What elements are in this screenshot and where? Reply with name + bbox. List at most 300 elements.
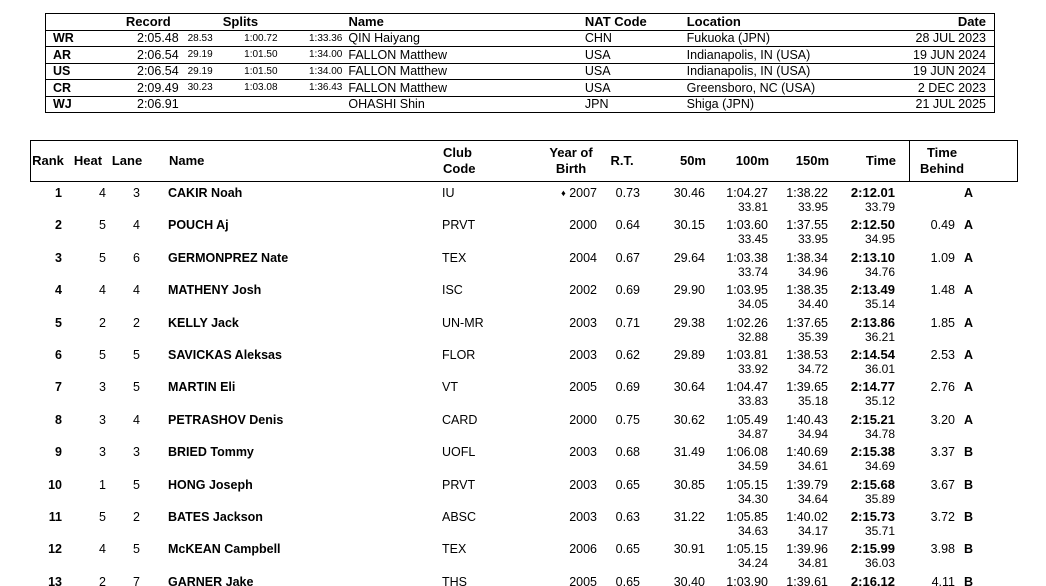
record-holder-name: FALLON Matthew xyxy=(348,80,448,95)
result-lane: 6 xyxy=(133,250,140,265)
result-lap2-split: 33.74 xyxy=(737,264,768,279)
record-row xyxy=(46,31,994,48)
time-behind-value: 2.76 xyxy=(930,380,955,395)
result-row xyxy=(30,542,1018,569)
results-header-150m: 150m xyxy=(795,153,829,168)
result-lap2-split: 34.63 xyxy=(737,523,768,538)
time-behind-value: 3.37 xyxy=(930,445,955,460)
result-lap2-split: 34.30 xyxy=(737,491,768,506)
result-rank: 12 xyxy=(48,542,62,557)
result-club-code: CARD xyxy=(442,412,478,427)
results-header-100m: 100m xyxy=(735,153,769,168)
result-club-code: PRVT xyxy=(442,218,476,233)
result-time-behind xyxy=(908,283,1018,297)
result-reaction-time: 0.71 xyxy=(615,315,640,330)
record-nat-code: USA xyxy=(584,47,611,62)
result-150m-split: 1:38.53 xyxy=(786,347,828,362)
result-lane: 5 xyxy=(133,347,140,362)
record-row xyxy=(46,64,994,81)
result-row xyxy=(30,316,1018,343)
record-tag: WR xyxy=(53,31,74,46)
result-lap2-split: 33.45 xyxy=(737,232,768,247)
result-club-code: FLOR xyxy=(442,347,476,362)
year-of-birth-line1: Year of xyxy=(549,145,593,160)
result-lap3-split: 33.95 xyxy=(797,232,828,247)
result-100m-split: 1:06.08 xyxy=(726,445,768,460)
record-date: 28 JUL 2023 xyxy=(915,31,986,46)
result-lap3-split: 34.96 xyxy=(797,264,828,279)
record-row xyxy=(46,97,994,113)
result-50m-split: 30.62 xyxy=(673,412,705,427)
result-row xyxy=(30,413,1018,440)
record-split-100m: 1:00.72 xyxy=(244,32,278,44)
result-club-code: ISC xyxy=(442,283,463,298)
result-reaction-time: 0.67 xyxy=(615,250,640,265)
record-row xyxy=(46,47,994,64)
result-reaction-time: 0.65 xyxy=(615,574,640,586)
result-club-code: IU xyxy=(442,186,455,200)
result-year-of-birth: 2003 xyxy=(569,509,597,524)
result-50m-split: 30.91 xyxy=(673,542,705,557)
record-holder-name: FALLON Matthew xyxy=(348,64,448,79)
result-row xyxy=(30,445,1018,472)
result-lap3-split: 34.64 xyxy=(797,491,828,506)
record-split-50m: 29.19 xyxy=(187,49,213,61)
result-final-time: 2:15.38 xyxy=(850,444,895,460)
result-100m-split: 1:05.85 xyxy=(726,509,768,524)
result-final-time: 2:15.73 xyxy=(850,508,895,524)
time-behind-line1: Time xyxy=(926,145,958,160)
record-time: 2:05.48 xyxy=(137,31,179,46)
result-50m-split: 29.89 xyxy=(673,347,705,362)
result-lane: 3 xyxy=(133,186,140,200)
result-row xyxy=(30,251,1018,278)
result-row xyxy=(30,575,1018,586)
result-lane: 7 xyxy=(133,574,140,586)
result-time-behind xyxy=(908,445,1018,459)
result-time-behind xyxy=(908,478,1018,492)
result-lap3-split: 34.17 xyxy=(797,523,828,538)
result-year-of-birth: 2003 xyxy=(569,315,597,330)
result-final-time: 2:13.10 xyxy=(850,249,895,265)
result-heat: 5 xyxy=(99,218,106,233)
time-behind-value: 1.09 xyxy=(930,250,955,265)
result-swimmer-name: HONG Joseph xyxy=(168,477,253,492)
result-swimmer-name: McKEAN Campbell xyxy=(168,542,281,557)
time-behind-value: 0.49 xyxy=(930,218,955,233)
qualification-letter: B xyxy=(963,509,973,524)
result-swimmer-name: GERMONPREZ Nate xyxy=(168,250,289,265)
result-rank: 11 xyxy=(48,509,62,524)
qualification-letter: B xyxy=(963,542,973,557)
records-header-splits: Splits xyxy=(222,14,259,30)
records-header-row xyxy=(46,14,994,31)
record-tag: CR xyxy=(53,80,72,95)
results-header-row xyxy=(30,140,1018,182)
result-final-time: 2:13.49 xyxy=(850,282,895,298)
result-year-of-birth: 2003 xyxy=(569,477,597,492)
result-100m-split: 1:03.38 xyxy=(726,250,768,265)
result-time-behind xyxy=(908,510,1018,524)
result-rank: 1 xyxy=(55,186,62,200)
time-behind-value: 3.67 xyxy=(930,477,955,492)
result-lane: 4 xyxy=(133,283,140,298)
result-150m-split: 1:40.43 xyxy=(786,412,828,427)
result-time-behind xyxy=(908,218,1018,232)
result-50m-split: 29.64 xyxy=(673,250,705,265)
result-swimmer-name: BRIED Tommy xyxy=(168,445,254,460)
result-100m-split: 1:03.60 xyxy=(726,218,768,233)
result-heat: 2 xyxy=(99,574,106,586)
results-header-50m: 50m xyxy=(679,153,706,168)
result-heat: 2 xyxy=(99,315,106,330)
result-swimmer-name: MATHENY Josh xyxy=(168,283,262,298)
result-row xyxy=(30,283,1018,310)
result-reaction-time: 0.69 xyxy=(615,380,640,395)
result-time-behind xyxy=(908,380,1018,394)
result-lap2-split: 33.83 xyxy=(737,394,768,409)
qualification-letter: A xyxy=(963,315,973,330)
record-split-100m: 1:01.50 xyxy=(244,49,278,61)
result-lap4-split: 34.69 xyxy=(864,459,895,474)
result-year-of-birth: 2003 xyxy=(569,347,597,362)
time-behind-value: 4.11 xyxy=(931,574,955,586)
result-time-behind xyxy=(908,542,1018,556)
result-150m-split: 1:40.02 xyxy=(786,509,828,524)
result-reaction-time: 0.69 xyxy=(615,283,640,298)
result-50m-split: 30.15 xyxy=(673,218,705,233)
result-lap4-split: 36.01 xyxy=(864,361,895,376)
record-split-50m: 28.53 xyxy=(187,32,213,44)
result-lap4-split: 35.14 xyxy=(864,297,895,312)
result-club-code: TEX xyxy=(442,542,467,557)
result-150m-split: 1:38.35 xyxy=(786,283,828,298)
result-row xyxy=(30,186,1018,213)
results-header-time: Time xyxy=(865,153,896,168)
qualification-letter: A xyxy=(963,218,973,233)
result-150m-split: 1:39.96 xyxy=(786,542,828,557)
record-nat-code: CHN xyxy=(584,31,612,46)
result-50m-split: 30.85 xyxy=(673,477,705,492)
result-heat: 1 xyxy=(99,477,106,492)
record-row xyxy=(46,80,994,97)
record-location: Indianapolis, IN (USA) xyxy=(686,47,811,62)
result-year-of-birth: 2003 xyxy=(569,445,597,460)
result-150m-split: 1:39.65 xyxy=(786,380,828,395)
club-code-line2: Code xyxy=(443,161,476,176)
result-lap3-split: 34.40 xyxy=(797,297,828,312)
records-header-location: Location xyxy=(686,14,741,30)
result-50m-split: 29.90 xyxy=(673,283,705,298)
result-lap3-split: 35.18 xyxy=(797,394,828,409)
result-year-of-birth: ♦ 2007 xyxy=(561,186,597,200)
result-lap3-split: 34.72 xyxy=(797,361,828,376)
results-header-lane: Lane xyxy=(111,153,143,168)
record-nat-code: USA xyxy=(584,64,611,79)
result-row xyxy=(30,478,1018,505)
qualification-letter: A xyxy=(963,347,973,362)
record-date: 2 DEC 2023 xyxy=(917,80,986,95)
result-heat: 5 xyxy=(99,250,106,265)
result-year-of-birth: 2002 xyxy=(569,283,597,298)
result-lane: 4 xyxy=(133,218,140,233)
result-time-behind xyxy=(908,316,1018,330)
records-header-date: Date xyxy=(957,14,986,30)
record-time: 2:06.91 xyxy=(137,97,179,112)
result-year-of-birth: 2005 xyxy=(569,574,597,586)
time-behind-value: 3.20 xyxy=(930,412,955,427)
result-lane: 5 xyxy=(133,542,140,557)
record-tag: US xyxy=(53,64,71,79)
records-table xyxy=(45,13,995,113)
age-group-marker-icon: ♦ xyxy=(561,188,566,198)
result-reaction-time: 0.65 xyxy=(615,477,640,492)
record-location: Fukuoka (JPN) xyxy=(686,31,770,46)
result-50m-split: 30.64 xyxy=(673,380,705,395)
result-year-of-birth: 2006 xyxy=(569,542,597,557)
time-behind-value: 2.53 xyxy=(930,347,955,362)
result-final-time: 2:15.68 xyxy=(850,476,895,492)
record-tag: WJ xyxy=(53,97,72,112)
result-final-time: 2:14.54 xyxy=(850,346,895,362)
result-time-behind xyxy=(908,575,1018,586)
time-behind-line2: Behind xyxy=(919,161,965,176)
result-swimmer-name: SAVICKAS Aleksas xyxy=(168,347,282,362)
result-rank: 6 xyxy=(55,347,62,362)
qualification-letter: A xyxy=(963,380,973,395)
result-final-time: 2:15.99 xyxy=(850,541,895,557)
result-50m-split: 30.40 xyxy=(673,574,705,586)
qualification-letter: B xyxy=(963,574,973,586)
result-lap3-split: 35.39 xyxy=(797,329,828,344)
result-club-code: VT xyxy=(442,380,458,395)
result-lane: 2 xyxy=(133,509,140,524)
result-club-code: PRVT xyxy=(442,477,476,492)
result-150m-split: 1:39.79 xyxy=(786,477,828,492)
record-location: Greensboro, NC (USA) xyxy=(686,80,816,95)
qualification-letter: B xyxy=(963,477,973,492)
record-split-150m: 1:34.00 xyxy=(309,65,343,77)
result-rank: 7 xyxy=(55,380,62,395)
result-lane: 5 xyxy=(133,380,140,395)
result-year-of-birth: 2000 xyxy=(569,218,597,233)
result-lap4-split: 35.89 xyxy=(864,491,895,506)
time-behind-value: 1.85 xyxy=(930,315,955,330)
result-50m-split: 29.38 xyxy=(673,315,705,330)
result-swimmer-name: CAKIR Noah xyxy=(168,186,243,200)
result-year-of-birth: 2000 xyxy=(569,412,597,427)
result-year-of-birth: 2004 xyxy=(569,250,597,265)
qualification-letter: B xyxy=(963,445,973,460)
result-row xyxy=(30,348,1018,375)
record-split-150m: 1:33.36 xyxy=(309,32,343,44)
result-heat: 5 xyxy=(99,347,106,362)
result-swimmer-name: PETRASHOV Denis xyxy=(168,412,284,427)
results-header-time-behind xyxy=(909,141,1019,181)
results-header-rt: R.T. xyxy=(610,153,634,168)
record-location: Indianapolis, IN (USA) xyxy=(686,64,811,79)
result-lap4-split: 35.12 xyxy=(864,394,895,409)
qualification-letter: A xyxy=(963,186,973,200)
record-split-150m: 1:34.00 xyxy=(309,49,343,61)
result-50m-split: 30.46 xyxy=(673,186,705,200)
results-header-heat: Heat xyxy=(73,153,103,168)
result-rank: 5 xyxy=(55,315,62,330)
result-rank: 9 xyxy=(55,445,62,460)
result-150m-split: 1:37.55 xyxy=(786,218,828,233)
result-lap4-split: 34.78 xyxy=(864,426,895,441)
result-lane: 5 xyxy=(133,477,140,492)
result-lap2-split: 34.87 xyxy=(737,426,768,441)
record-split-50m: 29.19 xyxy=(187,65,213,77)
record-holder-name: QIN Haiyang xyxy=(348,31,420,46)
result-lane: 3 xyxy=(133,445,140,460)
result-lap2-split: 34.24 xyxy=(737,556,768,571)
records-header-record: Record xyxy=(125,14,171,30)
result-lap2-split: 33.92 xyxy=(737,361,768,376)
result-150m-split: 1:39.61 xyxy=(786,574,828,586)
record-time: 2:09.49 xyxy=(137,80,179,95)
result-heat: 5 xyxy=(99,509,106,524)
result-final-time: 2:12.50 xyxy=(850,217,895,233)
result-100m-split: 1:02.26 xyxy=(726,315,768,330)
record-tag: AR xyxy=(53,47,72,62)
record-nat-code: JPN xyxy=(584,97,609,112)
result-heat: 4 xyxy=(99,542,106,557)
time-behind-value: 3.72 xyxy=(930,509,955,524)
result-50m-split: 31.49 xyxy=(673,445,705,460)
result-rank: 3 xyxy=(55,250,62,265)
result-club-code: UOFL xyxy=(442,445,476,460)
year-of-birth-line2: Birth xyxy=(555,161,587,176)
result-final-time: 2:12.01 xyxy=(850,185,895,200)
result-100m-split: 1:05.15 xyxy=(726,542,768,557)
results-header-club-code xyxy=(441,141,541,181)
result-lap2-split: 32.88 xyxy=(737,329,768,344)
result-lap3-split: 33.95 xyxy=(797,200,828,214)
result-150m-split: 1:38.22 xyxy=(786,186,828,200)
result-lap3-split: 34.81 xyxy=(797,556,828,571)
result-lap4-split: 36.03 xyxy=(864,556,895,571)
result-reaction-time: 0.64 xyxy=(615,218,640,233)
result-100m-split: 1:03.90 xyxy=(726,574,768,586)
qualification-letter: A xyxy=(963,412,973,427)
result-lap2-split: 33.81 xyxy=(737,200,768,214)
result-lane: 4 xyxy=(133,412,140,427)
result-rank: 4 xyxy=(55,283,62,298)
record-nat-code: USA xyxy=(584,80,611,95)
result-swimmer-name: MARTIN Eli xyxy=(168,380,236,395)
result-150m-split: 1:40.69 xyxy=(786,445,828,460)
result-lap2-split: 34.05 xyxy=(737,297,768,312)
results-body xyxy=(30,186,1018,586)
result-reaction-time: 0.75 xyxy=(615,412,640,427)
time-behind-value: 3.98 xyxy=(930,542,955,557)
qualification-letter: A xyxy=(963,250,973,265)
results-header-rank: Rank xyxy=(32,153,64,168)
result-time-behind xyxy=(908,251,1018,265)
result-heat: 3 xyxy=(99,445,106,460)
record-split-50m: 30.23 xyxy=(187,82,213,94)
results-header-name: Name xyxy=(169,153,205,168)
result-lap3-split: 34.94 xyxy=(797,426,828,441)
result-time-behind xyxy=(908,413,1018,427)
result-100m-split: 1:04.47 xyxy=(726,380,768,395)
result-50m-split: 31.22 xyxy=(673,509,705,524)
result-100m-split: 1:03.81 xyxy=(726,347,768,362)
result-lap4-split: 34.76 xyxy=(864,264,895,279)
result-final-time: 2:13.86 xyxy=(850,314,895,330)
record-split-100m: 1:03.08 xyxy=(244,82,278,94)
result-lap2-split: 34.59 xyxy=(737,459,768,474)
record-split-100m: 1:01.50 xyxy=(244,65,278,77)
record-time: 2:06.54 xyxy=(137,47,179,62)
record-holder-name: OHASHI Shin xyxy=(348,97,425,112)
result-lap4-split: 33.79 xyxy=(864,200,895,214)
result-100m-split: 1:05.15 xyxy=(726,477,768,492)
club-code-line1: Club xyxy=(443,145,472,160)
result-reaction-time: 0.68 xyxy=(615,445,640,460)
result-time-behind xyxy=(908,186,1018,200)
result-swimmer-name: GARNER Jake xyxy=(168,574,254,586)
result-rank: 2 xyxy=(55,218,62,233)
result-heat: 4 xyxy=(99,186,106,200)
result-rank: 8 xyxy=(55,412,62,427)
result-reaction-time: 0.62 xyxy=(615,347,640,362)
record-date: 19 JUN 2024 xyxy=(913,47,986,62)
result-rank: 13 xyxy=(48,574,62,586)
result-club-code: TEX xyxy=(442,250,467,265)
results-header-year-of-birth xyxy=(541,141,601,181)
result-lap4-split: 35.71 xyxy=(864,523,895,538)
result-final-time: 2:14.77 xyxy=(850,379,895,395)
result-100m-split: 1:05.49 xyxy=(726,412,768,427)
result-lane: 2 xyxy=(133,315,140,330)
record-date: 19 JUN 2024 xyxy=(913,64,986,79)
result-row xyxy=(30,510,1018,537)
result-time-behind xyxy=(908,348,1018,362)
result-reaction-time: 0.65 xyxy=(615,542,640,557)
records-header-name: Name xyxy=(348,14,384,30)
records-header-nat-code: NAT Code xyxy=(584,14,647,30)
result-swimmer-name: KELLY Jack xyxy=(168,315,239,330)
result-swimmer-name: POUCH Aj xyxy=(168,218,229,233)
result-year-of-birth: 2005 xyxy=(569,380,597,395)
result-rank: 10 xyxy=(48,477,62,492)
result-lap4-split: 36.21 xyxy=(864,329,895,344)
result-row xyxy=(30,380,1018,407)
result-row xyxy=(30,218,1018,245)
qualification-letter: A xyxy=(963,283,973,298)
result-reaction-time: 0.73 xyxy=(615,186,640,200)
record-location: Shiga (JPN) xyxy=(686,97,755,112)
result-100m-split: 1:04.27 xyxy=(726,186,768,200)
result-club-code: THS xyxy=(442,574,467,586)
result-heat: 3 xyxy=(99,380,106,395)
record-date: 21 JUL 2025 xyxy=(915,97,986,112)
result-final-time: 2:15.21 xyxy=(850,411,895,427)
result-club-code: ABSC xyxy=(442,509,477,524)
result-heat: 3 xyxy=(99,412,106,427)
result-lap3-split: 34.61 xyxy=(797,459,828,474)
result-100m-split: 1:03.95 xyxy=(726,283,768,298)
result-heat: 4 xyxy=(99,283,106,298)
result-swimmer-name: BATES Jackson xyxy=(168,509,263,524)
result-final-time: 2:16.12 xyxy=(850,573,895,586)
result-150m-split: 1:38.34 xyxy=(786,250,828,265)
record-time: 2:06.54 xyxy=(137,64,179,79)
result-lap4-split: 34.95 xyxy=(864,232,895,247)
